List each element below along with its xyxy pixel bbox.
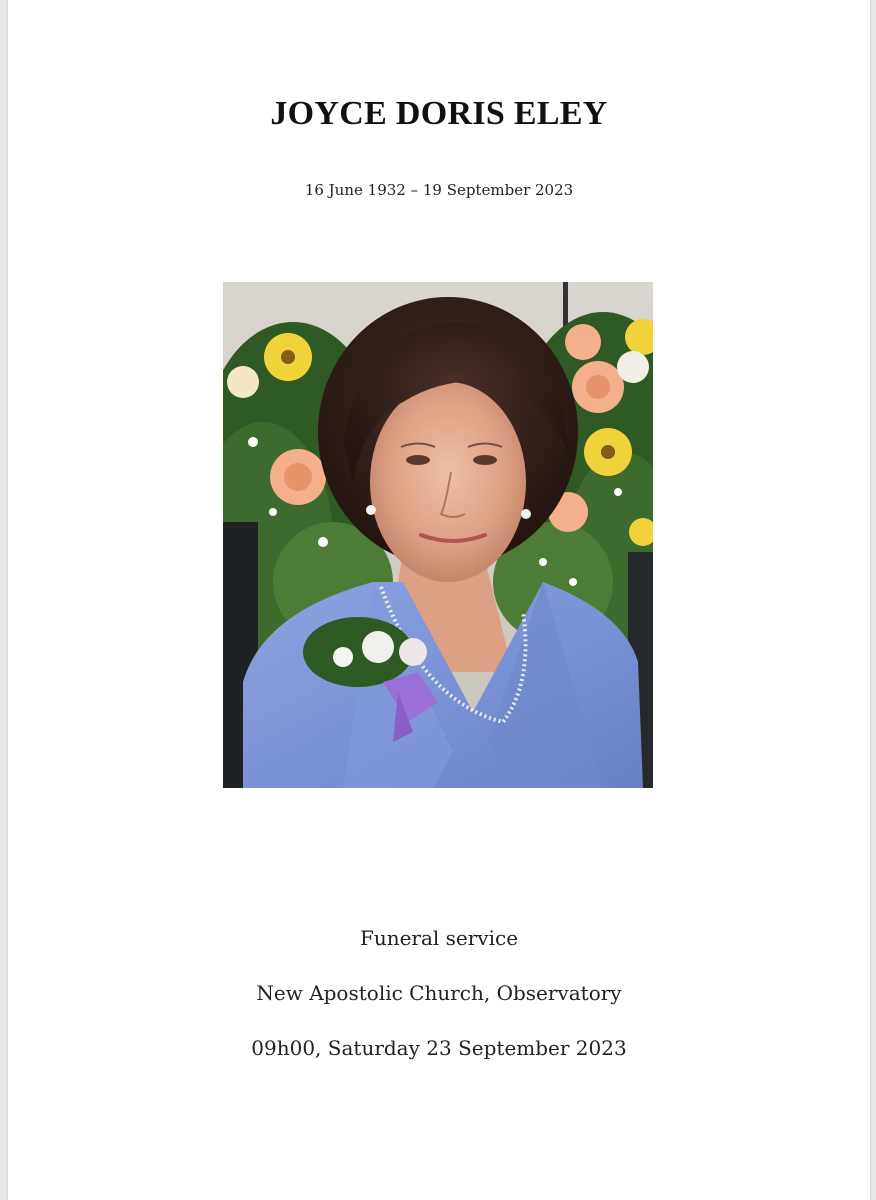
- portrait-photo: [223, 282, 653, 788]
- service-title: Funeral service: [359, 926, 519, 950]
- service-venue: New Apostolic Church, Observatory: [256, 981, 622, 1005]
- life-dates: 16 June 1932 – 19 September 2023: [304, 181, 574, 199]
- document-page: [8, 0, 870, 1200]
- service-time: 09h00, Saturday 23 September 2023: [251, 1036, 627, 1060]
- deceased-name: JOYCE DORIS ELEY: [270, 95, 608, 132]
